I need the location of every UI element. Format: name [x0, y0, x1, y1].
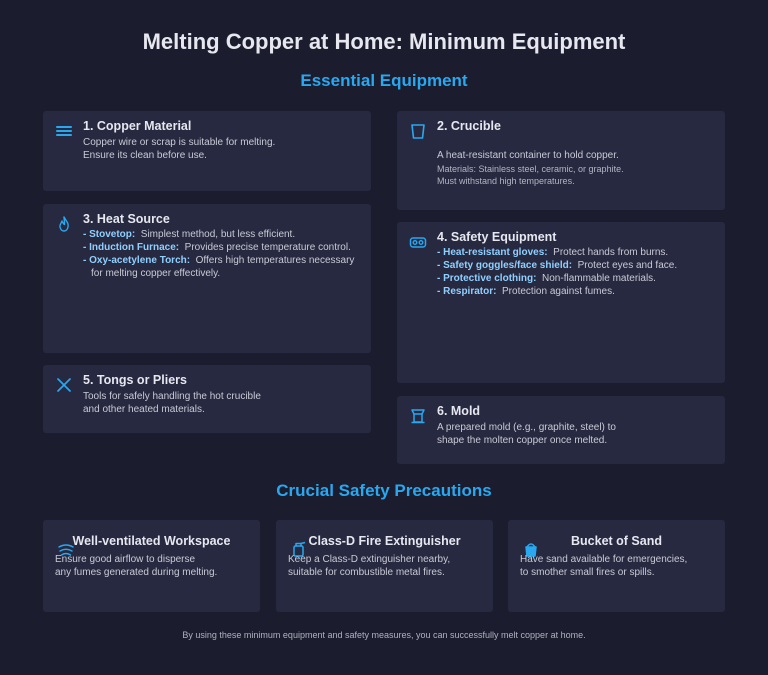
crucible-materials: Materials: Stainless steel, ceramic, or graphite. Must withstand high temperatures. — [437, 164, 624, 186]
flame-icon — [55, 215, 73, 233]
card-crucible — [397, 111, 725, 210]
list-item: - Induction Furnace: Provides precise temperature control. — [83, 242, 351, 253]
card-description: Ensure good airflow to disperse any fumes generated during melting. — [55, 554, 218, 578]
card-tongs-pliers — [43, 365, 371, 433]
card-heat-source — [43, 204, 371, 353]
footer-note: By using these minimum equipment and safety measures, you can successfully melt copper at home. — [182, 630, 586, 640]
page-title: Melting Copper at Home: Minimum Equipment — [142, 29, 626, 54]
cup-icon — [409, 122, 427, 140]
list-item: - Protective clothing: Non-flammable materials. — [437, 273, 656, 284]
safety-equipment-list — [437, 247, 721, 299]
card-title: 3. Heat Source — [83, 212, 170, 226]
card-description: Tools for safely handling the hot crucible and other heated materials. — [83, 391, 261, 415]
card-title: 1. Copper Material — [83, 119, 192, 133]
card-title: 5. Tongs or Pliers — [83, 373, 187, 387]
card-description: A prepared mold (e.g., graphite, steel) to shape the molten copper once melted. — [437, 422, 616, 446]
card-title: Class-D Fire Extinguisher — [308, 534, 461, 548]
card-title: 4. Safety Equipment — [437, 230, 557, 244]
card-title: 6. Mold — [437, 404, 481, 418]
card-description: Have sand available for emergencies, to smother small fires or spills. — [520, 554, 688, 578]
card-copper-material — [43, 111, 371, 191]
section-title-precautions: Crucial Safety Precautions — [276, 481, 492, 500]
card-safety-equipment — [397, 222, 725, 383]
card-description: Keep a Class-D extinguisher nearby, suitable for combustible metal fires. — [288, 554, 451, 578]
list-item: - Respirator: Protection against fumes. — [437, 286, 615, 297]
crucible-summary: A heat-resistant container to hold copper. — [437, 149, 619, 161]
card-description — [437, 137, 717, 200]
list-item: - Heat-resistant gloves: Protect hands from burns. — [437, 247, 669, 258]
card-description: Copper wire or scrap is suitable for melting. Ensure its clean before use. — [83, 137, 276, 161]
list-item: - Safety goggles/face shield: Protect eyes and face. — [437, 260, 678, 271]
card-title: Well-ventilated Workspace — [72, 534, 231, 548]
section-title-equipment: Essential Equipment — [300, 71, 468, 90]
list-item: - Stovetop: Simplest method, but less efficient. — [83, 229, 296, 240]
card-sand-bucket — [508, 520, 725, 612]
stacked-layers-icon — [55, 122, 73, 140]
heat-source-list — [83, 229, 367, 281]
card-fire-extinguisher — [276, 520, 493, 612]
card-ventilation — [43, 520, 260, 612]
card-mold — [397, 396, 725, 464]
card-title: 2. Crucible — [437, 119, 501, 133]
goggles-icon — [409, 233, 427, 251]
card-title: Bucket of Sand — [571, 534, 662, 548]
mold-icon — [409, 407, 427, 425]
tongs-icon — [55, 376, 73, 394]
list-item: - Oxy-acetylene Torch: Offers high temperatures necessary for melting copper effectively. — [83, 255, 355, 279]
